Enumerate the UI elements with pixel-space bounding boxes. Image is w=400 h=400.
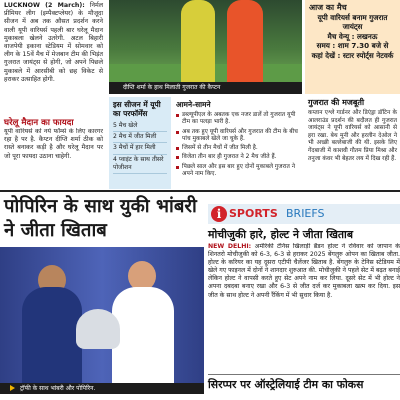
tennis-photo-caption xyxy=(0,383,204,394)
performance-row: 5 मैच खेले xyxy=(113,121,167,132)
head-to-head-item: जिसमें से तीन मैचों में जीत मिली है. xyxy=(176,145,298,152)
match-venue: मैच वेन्यू : लखनऊ xyxy=(327,31,378,41)
match-time: समय : शाम 7.30 बजे से xyxy=(316,41,389,51)
brief-headline: मोचीजुकी हारे, होल्ट ने जीता खिताब xyxy=(208,228,354,241)
head-to-head-item: अब तक हुए यूपी वारियर्स और गुजरात की टीम के बीच पांच मुकाबले खेले जा चुके हैं. xyxy=(176,129,298,144)
brief-headline-2: सिरप्पर पर ऑस्ट्रेलियाई टीम का फोकस xyxy=(208,378,364,391)
intro-dateline: LUCKNOW (2 March): xyxy=(4,2,85,9)
brief-body xyxy=(208,243,400,371)
home-advantage-heading: घरेलू मैदान का फायदा xyxy=(4,118,74,128)
head-to-head-box xyxy=(172,97,302,189)
gujarat-strength-box xyxy=(305,95,400,189)
performance-row: 2 मैच में जीत मिली xyxy=(113,132,167,143)
gujarat-heading: गुजरात की मजबूती xyxy=(308,98,365,107)
gujarat-text: कप्तान एश्ले गार्डनर और डिएंड्रा डॉटिन के आलराउंड प्रदर्शन की बदौलत ही गुजरात जायंट्स ने यूपी वारियर्स को आसानी से हरा रखा. बेथ मूनी और हरलीन देओल ने भी अच्छी बल्लेबाजी की थी. इसके लिए गेंदबाजी में काशवी गौतम प्रिया मिश्रा और तनुजा कंवर भी बेहतर लय में दिख रही हैं. xyxy=(308,110,397,162)
brief-text: अमेरिकी टेनिस खिलाड़ी ब्रैंडन होल्ट ने रविवार को जापान के शिनतरो मोचीजुकी को 6-3, 6-3 से हराकर 2025 बेंगलुरु ओपन का खिताब जीता. होल्ट के करियर का यह दूसरा एटीपी चैलेंजर खिताब है. बेंगलुरु के टेनिस स्टेडियम में खेले गए फाइनल में दोनों ने शानदार शुरुआत की. मोचीजुकी ने पहले सेट में बढ़त बनाई लेकिन होल्ट ने वापसी करते हुए सेट अपने नाम कर लिया. दूसरे सेट में भी होल्ट ने अपना दबदबा बनाए रखा और 6-3 से जीत दर्ज कर मुकाबला खत्म कर दिया. इस जीत के साथ होल्ट ने अपनी रैंकिंग में भी सुधार किया है. xyxy=(208,243,400,299)
briefs-label-sports: SPORTS xyxy=(229,207,278,220)
caption-arrow-icon xyxy=(10,385,15,391)
info-icon: i xyxy=(211,206,227,222)
tennis-caption-text: ट्रॉफी के साथ भांबरी और पोपिरिन. xyxy=(20,385,96,392)
section-divider xyxy=(0,190,400,192)
head-to-head-item: पिछले साल और इस बार हुए दोनों मुकाबले गुजरात ने अपने नाम किए. xyxy=(176,164,298,179)
brief-dateline: NEW DELHI: xyxy=(208,243,252,250)
tennis-headline: पोपिरिन के साथ युकी भांबरी ने जीता खिताब xyxy=(4,196,197,241)
cricket-photo-caption: दीप्ति शर्मा के हाथ मिलाती गुजरात की कैप्टन xyxy=(109,82,302,94)
season-performance-box xyxy=(109,97,171,189)
head-to-head-item: डब्ल्यूपीएल के अबतक एक नजर डालें तो गुजरात यूपी टीम का पलड़ा भारी है. xyxy=(176,112,298,127)
intro-text: निर्मल प्रीमियर लीग (इम्पैक्टप्लेयर) के मौजूदा सीजन में अब तक औसत प्रदर्शन करने वाली यूपी वारियर्स पहली बार घरेलू मैदान मुकाबला खेलने उतरेगी. अटल बिहारी वाजपेयी इकाना स्टेडियम में सोमवार को लीग के 15वें मैच में मेजबान टीम की भिड़ंत गुजरात जायंट्स से होगी, जो अपने पिछले मुकाबले में आरसीबी को छह विकेट से हराकर उत्साहित होगी. xyxy=(4,2,103,83)
match-heading: आज का मैच xyxy=(309,3,347,12)
head-to-head-item: विजेता तीन बार ही गुजरात ने 2 मैच जीते हैं. xyxy=(176,154,298,161)
performance-heading: इस सीजन में यूपी का परफॉर्मेंस xyxy=(113,100,161,118)
match-channel: कहां देखें : स्टार स्पोर्ट्स नेटवर्क xyxy=(311,50,394,60)
performance-row: 4 प्वाइंट के साथ तीसरे पोजीशन xyxy=(113,155,167,174)
home-advantage-text: यूपी वारियर्स को नये फॉर्म्स के लिए कारगर रहा है पर है. कैप्टन दीप्ति शर्मा ठीक को रास्ते बनाकर कड़ी है और घरेलू मैदान पर जो पूरा फायदा उठाना चाहेगी. xyxy=(4,128,103,160)
match-info-box xyxy=(305,0,400,94)
sports-briefs-banner xyxy=(208,204,400,224)
brief-divider xyxy=(208,374,400,375)
tennis-trophy-photo xyxy=(0,247,204,384)
head-to-head-heading: आमने-सामने xyxy=(176,100,211,109)
cricket-captains-photo xyxy=(109,0,302,82)
match-teams: यूपी वारियर्स बनाम गुजरात जायंट्स xyxy=(317,12,388,32)
performance-row: 3 मैचों में हार मिली xyxy=(113,143,167,154)
trophy-icon xyxy=(76,309,120,349)
briefs-label-briefs: BRIEFS xyxy=(286,207,325,220)
